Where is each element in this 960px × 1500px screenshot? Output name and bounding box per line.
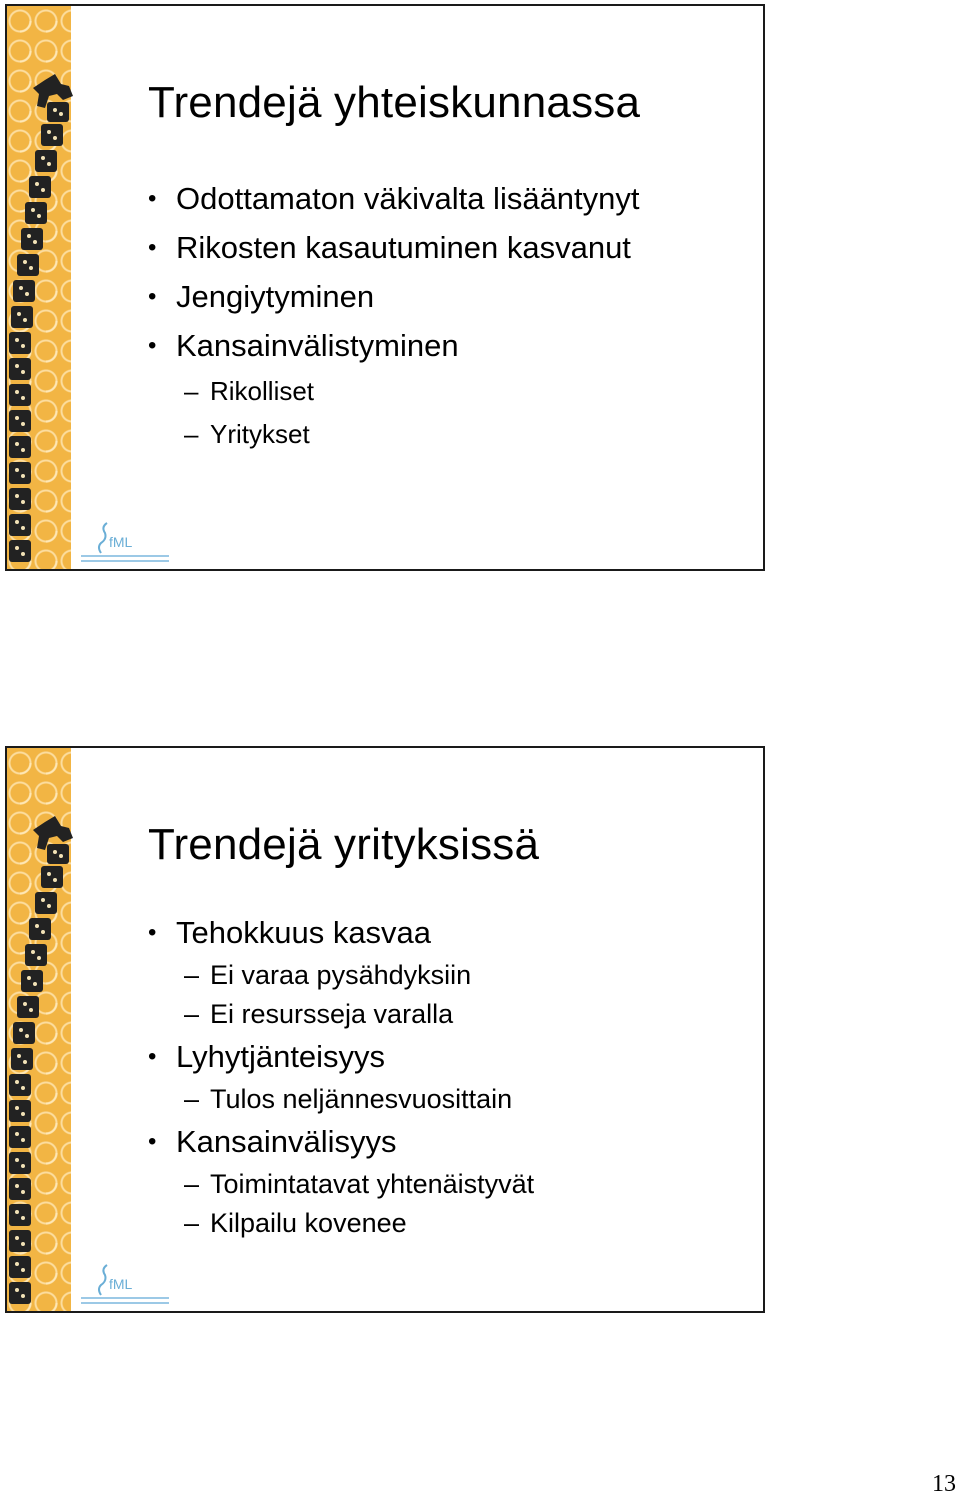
slide-2 [5,746,765,1313]
fml-logo-icon [77,1261,173,1309]
sub-bullet-item: – Toimintatavat yhtenäistyvät [148,1165,534,1204]
bullet-list [148,174,640,456]
bullet-item: • Kansainvälistyminen [148,321,640,370]
sub-bullet-item: – Ei resursseja varalla [148,995,534,1034]
page-number: 13 [932,1471,956,1497]
slide-1 [5,4,765,571]
sub-bullet-item: – Ei varaa pysähdyksiin [148,956,534,995]
slide-title: Trendejä yhteiskunnassa [148,78,641,127]
sub-bullet-item: – Kilpailu kovenee [148,1204,534,1243]
slide-title: Trendejä yrityksissä [148,820,540,869]
bullet-item: • Rikosten kasautuminen kasvanut [148,223,640,272]
bullet-item: • Lyhytjänteisyys [148,1034,534,1080]
bullet-item: • Jengiytyminen [148,272,640,321]
puzzle-figure-icon [7,816,97,1313]
sub-bullet-item: – Yritykset [148,413,640,456]
sub-bullet-item: – Rikolliset [148,370,640,413]
bullet-item: • Kansainvälisyys [148,1119,534,1165]
puzzle-figure-icon [7,74,97,571]
sub-bullet-item: – Tulos neljännesvuosittain [148,1080,534,1119]
bullet-item: • Odottamaton väkivalta lisääntynyt [148,174,640,223]
bullet-list [148,910,534,1243]
svg-text:fML: fML [109,534,133,550]
bullet-item: • Tehokkuus kasvaa [148,910,534,956]
svg-text:fML: fML [109,1276,133,1292]
fml-logo-icon [77,519,173,567]
